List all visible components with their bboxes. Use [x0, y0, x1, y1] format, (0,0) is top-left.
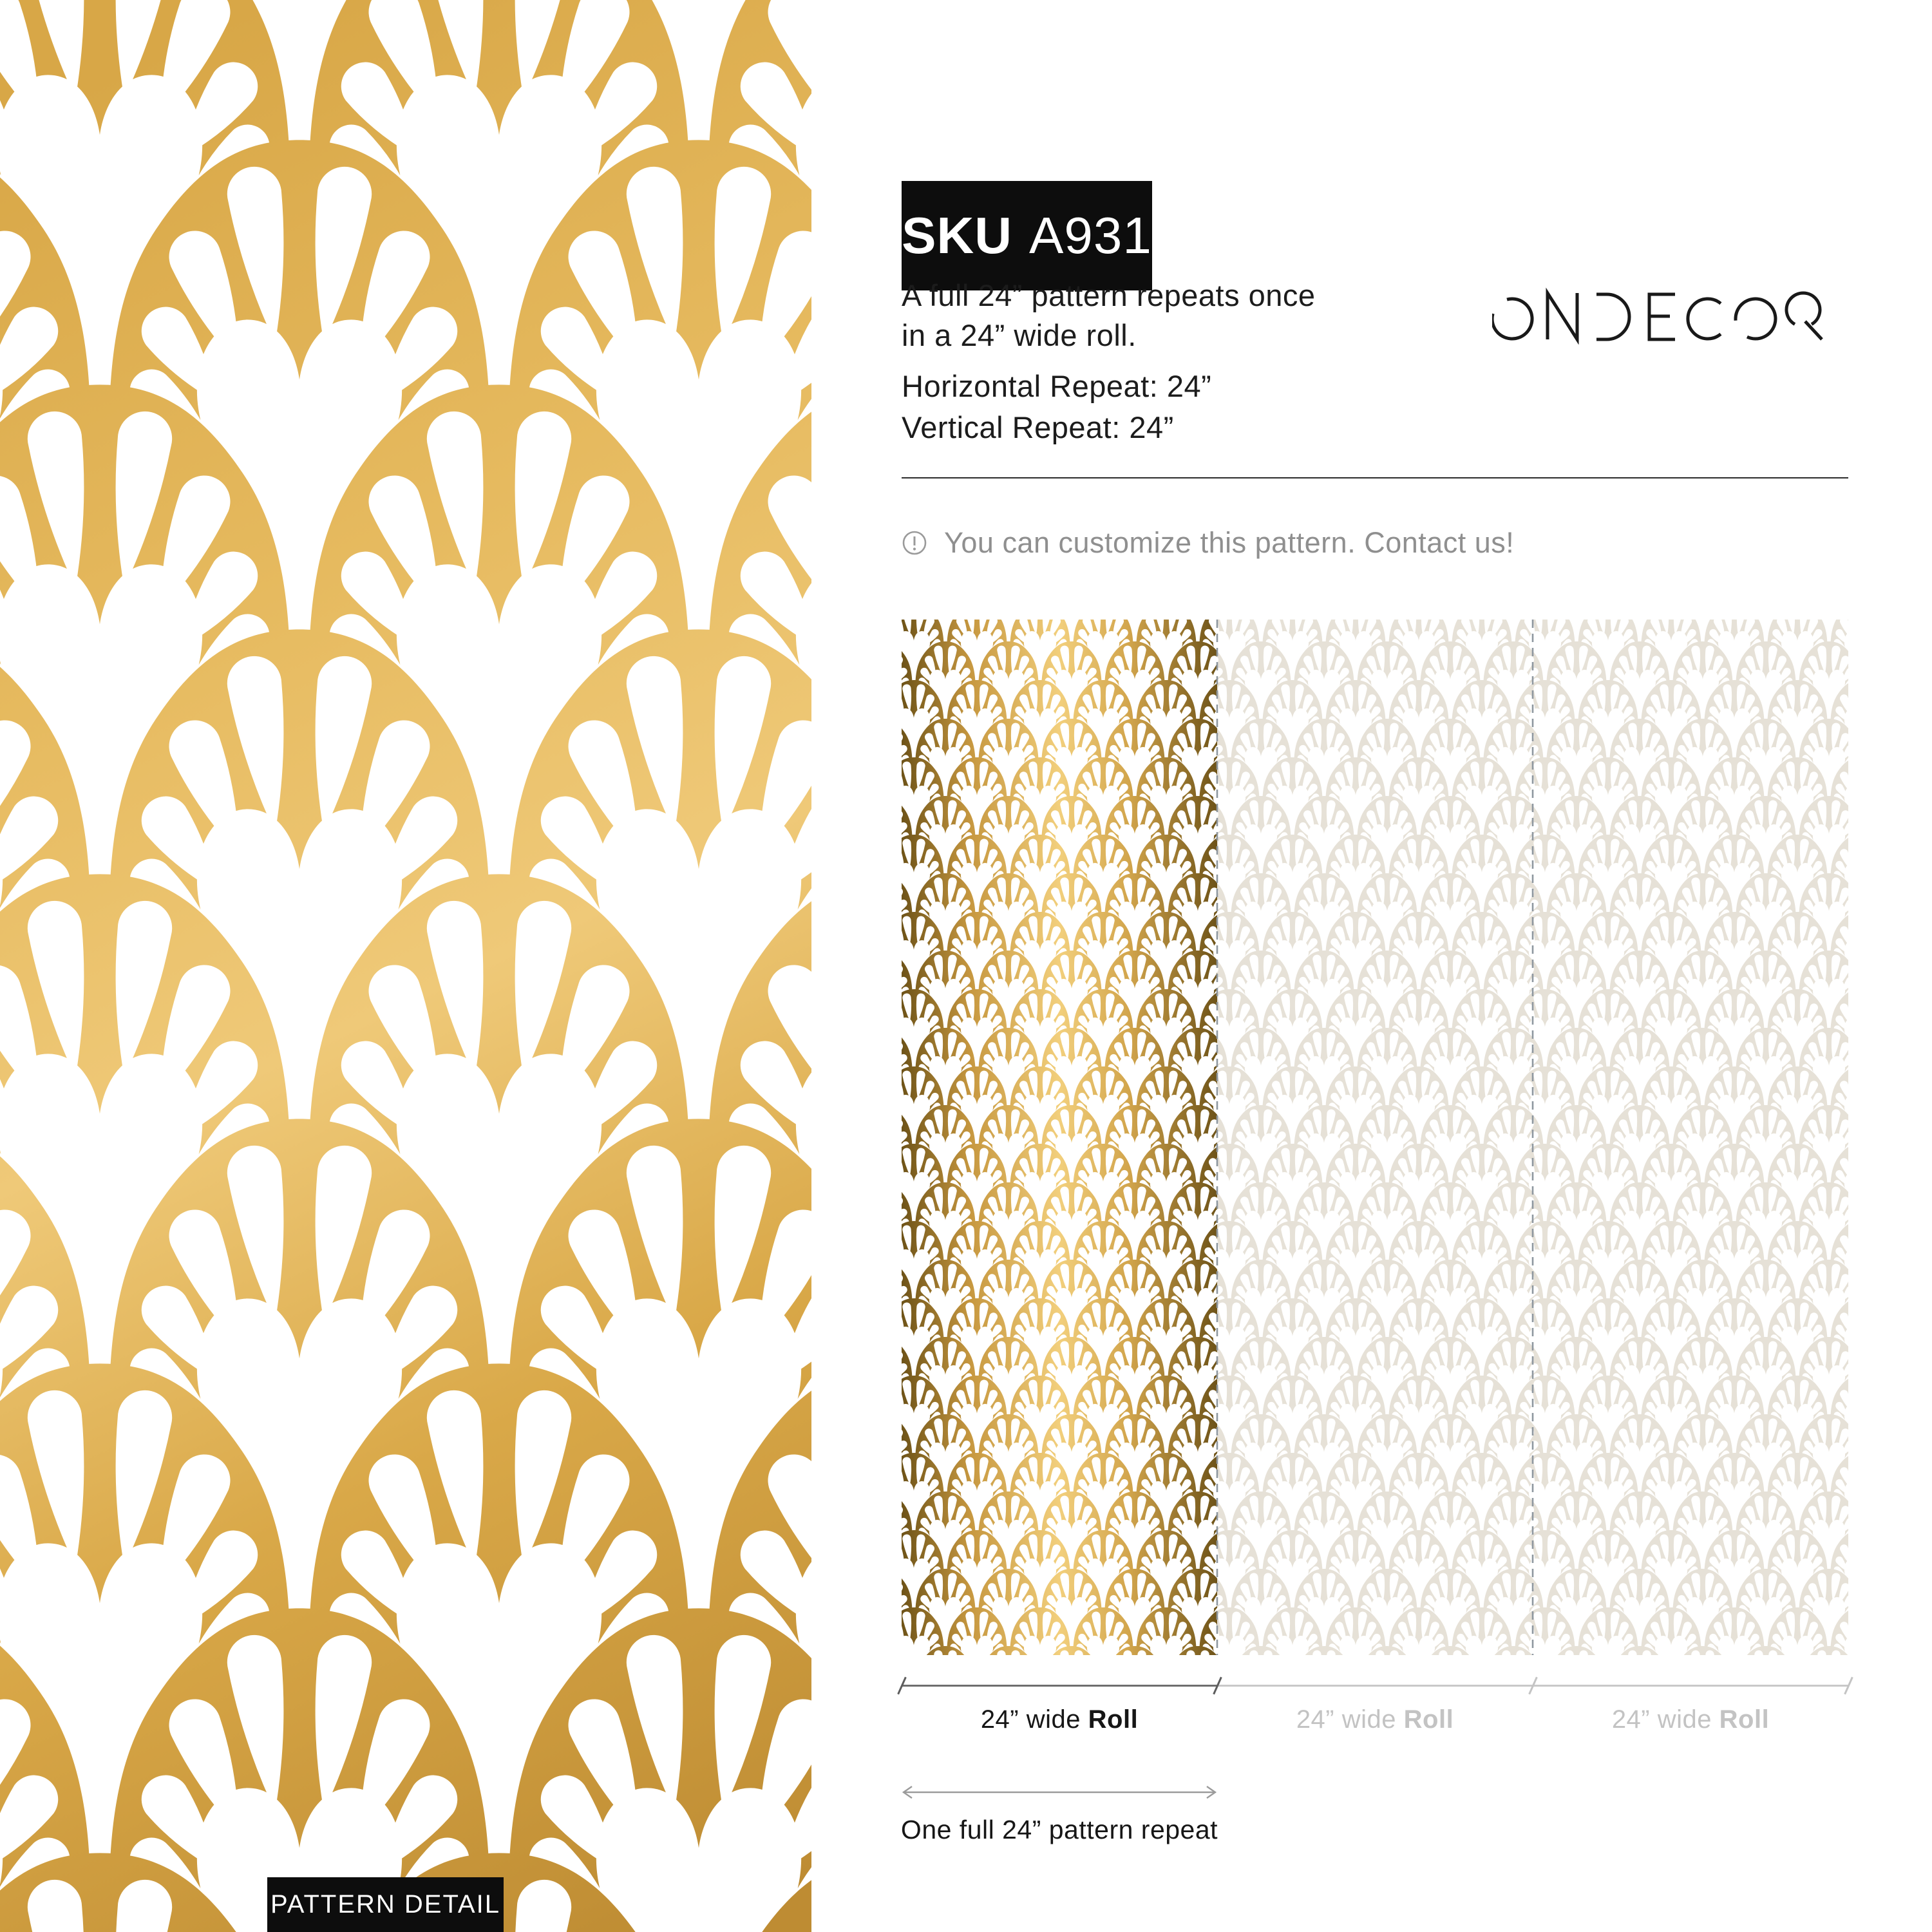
roll-1-label [902, 1705, 1217, 1734]
roll-pattern-preview [902, 620, 1848, 1655]
logo-letter-O [1492, 299, 1532, 339]
logo-letter-O2 [1736, 299, 1776, 339]
repeat-caption: One full 24” pattern repeat [900, 1815, 1218, 1844]
pattern-detail-panel [0, 0, 811, 1932]
roll-label-bold: Roll [1719, 1705, 1770, 1734]
roll-repeat-visualization [902, 620, 1848, 1655]
info-icon [902, 530, 927, 556]
roll-label-text: 24” wide [1296, 1705, 1397, 1734]
vertical-repeat: Vertical Repeat: 24” [902, 410, 1174, 444]
roll-3-label [1533, 1705, 1848, 1734]
ondecor-logo [1492, 285, 1840, 345]
description-line2: in a 24” wide roll. [902, 318, 1137, 352]
roll-label-text: 24” wide [1611, 1705, 1712, 1734]
roll-label-bold: Roll [1403, 1705, 1454, 1734]
measure-line-roll1 [902, 1685, 1217, 1687]
sku-label: SKU [902, 207, 1013, 264]
sku-code: A931 [1029, 207, 1152, 264]
customize-notice-text: You can customize this pattern. Contact us! [944, 526, 1515, 559]
horizontal-repeat: Horizontal Repeat: 24” [902, 369, 1212, 403]
roll-2-label [1217, 1705, 1533, 1734]
roll-label-bold: Roll [1088, 1705, 1139, 1734]
description [902, 276, 1481, 355]
logo-letter-N [1548, 293, 1577, 339]
description-line1: A full 24” pattern repeats once [902, 278, 1316, 312]
logo-letter-D [1596, 294, 1629, 339]
art-deco-fan-pattern-large [0, 0, 811, 1932]
customize-notice [902, 525, 1674, 561]
repeat-specs [902, 366, 1481, 448]
divider-line [902, 477, 1848, 478]
sku-badge [902, 181, 1152, 290]
roll-label-text: 24” wide [980, 1705, 1081, 1734]
repeat-width-arrow [902, 1784, 1217, 1801]
pattern-detail-badge: PATTERN DETAIL [267, 1877, 504, 1932]
logo-letter-C [1688, 299, 1721, 339]
logo-letter-E [1649, 294, 1675, 339]
logo-letter-R [1786, 293, 1822, 339]
